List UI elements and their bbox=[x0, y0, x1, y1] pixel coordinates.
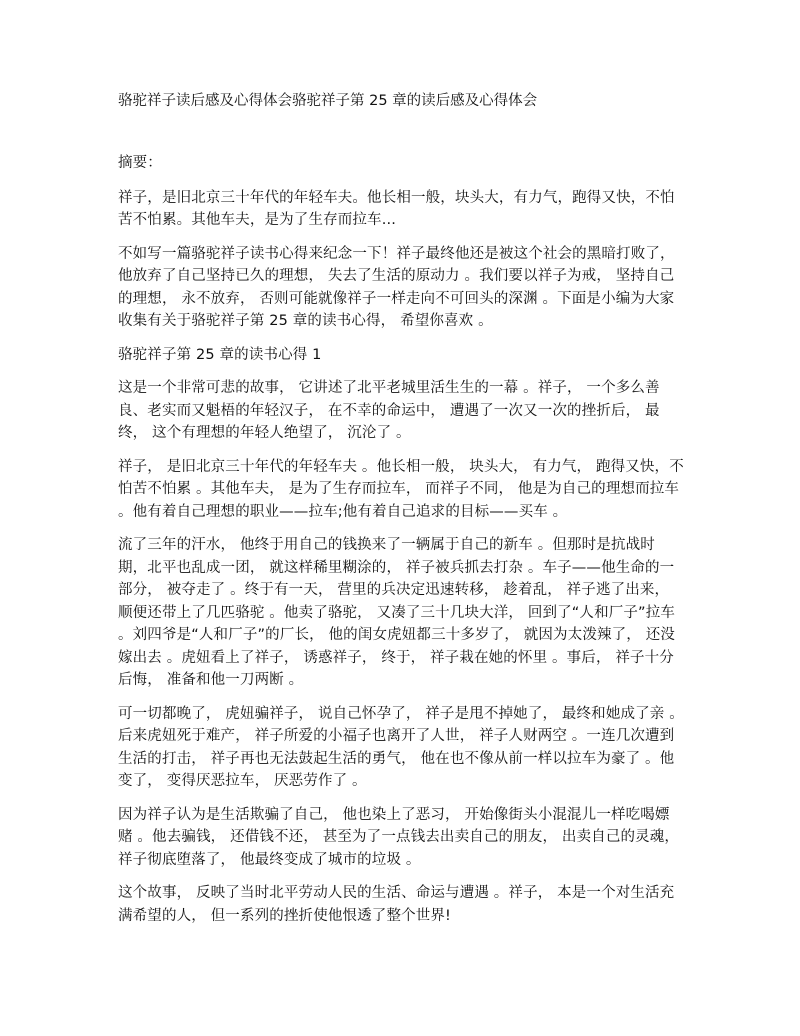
body-paragraph: 这个故事， 反映了当时北平劳动人民的生活、命运与遭遇 。祥子， 本是一个对生活充满希望的人， 但一系列的挫折使他恨透了整个世界! bbox=[118, 885, 675, 924]
section-heading: 骆驼祥子第 25 章的读书心得 1 bbox=[118, 346, 322, 363]
body-paragraph: 流了三年的汗水， 他终于用自己的钱换来了一辆属于自己的新车 。但那时是抗战时期，北平也乱成一团， 就这样稀里糊涂的， 祥子被兵抓去打杂 。车子——他生命的一部分， 被夺走了 。终于有一天， 营里的兵决定迅速转移， 趁着乱， 祥子逃了出来， 顺便还带上了几匹骆驼 。他卖了骆驼， 又凑了三十几块大洋， 回到了“人和厂子”拉车 。刘四爷是“人和厂子”的厂长， 他的闺女虎妞都三十多岁了， 就因为太泼辣了， 还没嫁出去 。虎妞看上了祥子， 诱惑祥子， 终于， 祥子栽在她的怀里 。事后， 祥子十分后悔， 准备和他一刀两断 。 bbox=[118, 537, 675, 688]
intro-paragraph: 不如写一篇骆驼祥子读书心得来纪念一下！祥子最终他还是被这个社会的黑暗打败了，他放弃了自己坚持已久的理想， 失去了生活的原动力 。我们要以祥子为戒， 坚持自己的理想， 永不放弃， 否则可能就像祥子一样走向不可回头的深渊 。下面是小编为大家收集有关于骆驼祥子第 25 章的读书心得， 希望你喜欢 。 bbox=[118, 245, 675, 329]
summary-label: 摘要： bbox=[118, 155, 162, 171]
document-page bbox=[118, 90, 684, 938]
body-paragraph: 这是一个非常可悲的故事， 它讲述了北平老城里活生生的一幕 。祥子， 一个多么善良、老实而又魁梧的年轻汉子， 在不幸的命运中， 遭遇了一次又一次的挫折后， 最终， 这个有理想的年轻人绝望了， 沉沦了 。 bbox=[118, 380, 660, 441]
summary-text: 祥子，是旧北京三十年代的年轻车夫。他长相一般，块头大，有力气，跑得又快，不怕苦不怕累。其他车夫，是为了生存而拉车... bbox=[118, 189, 675, 228]
body-paragraph: 祥子， 是旧北京三十年代的年轻车夫 。他长相一般， 块头大， 有力气， 跑得又快，不怕苦不怕累 。其他车夫， 是为了生存而拉车， 而祥子不同， 他是为自己的理想而拉车 。他有着自己理想的职业——拉车;他有着自己追求的目标——买车 。 bbox=[118, 458, 684, 520]
document-title: 骆驼祥子读后感及心得体会骆驼祥子第 25 章的读后感及心得体会 bbox=[118, 93, 538, 109]
body-paragraph: 因为祥子认为是生活欺骗了自己， 他也染上了恶习， 开始像街头小混混儿一样吃喝嫖赌 。他去骗钱， 还借钱不还， 甚至为了一点钱去出卖自己的朋友， 出卖自己的灵魂， 祥子彻底堕落了， 他最终变成了城市的垃圾 。 bbox=[118, 806, 680, 868]
body-paragraph: 可一切都晚了， 虎妞骗祥子， 说自己怀孕了， 祥子是甩不掉她了， 最终和她成了亲 。后来虎妞死于难产， 祥子所爱的小福子也离开了人世， 祥子人财两空 。一连几次遭到生活的打击， 祥子再也无法鼓起生活的勇气， 他在也不像从前一样以拉车为豪了 。他变了， 变得厌恶拉车， 厌恶劳作了 。 bbox=[118, 705, 684, 789]
